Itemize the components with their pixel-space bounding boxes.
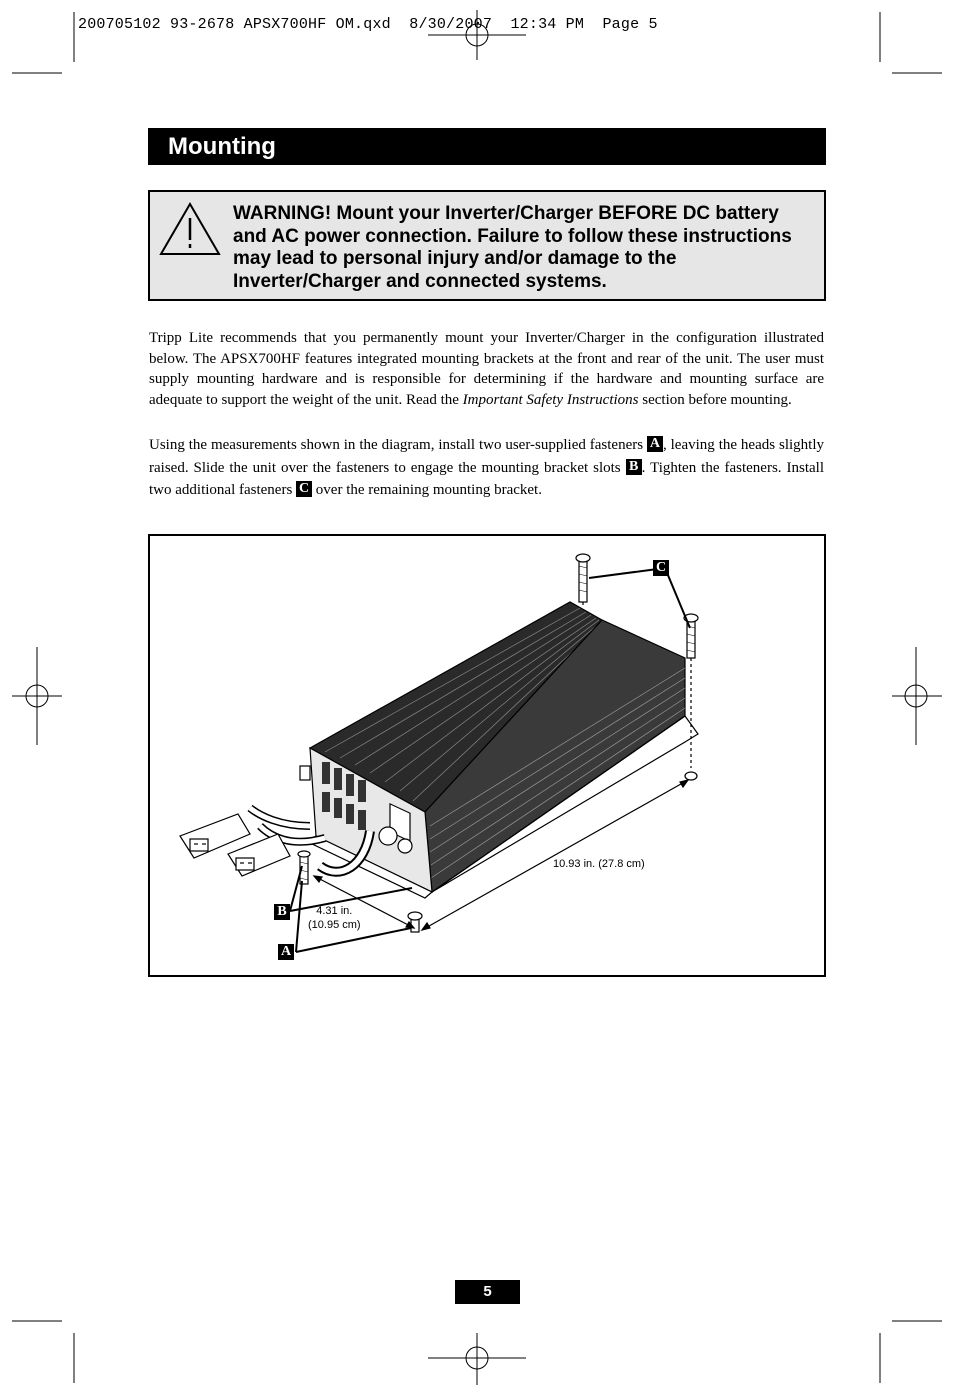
instructions-text-3: . Tighten the fasteners. Install two additional fasteners bbox=[149, 459, 824, 498]
dimension-width-cm: (10.95 cm) bbox=[308, 919, 361, 931]
instructions-text-1: Using the measurements shown in the diagram, install two user-supplied fasteners bbox=[149, 437, 647, 453]
badge-b: B bbox=[626, 459, 642, 475]
print-slug-header: 200705102 93-2678 APSX700HF OM.qxd 8/30/2007 12:34 PM Page 5 bbox=[78, 16, 658, 33]
dimension-width-inches: 4.31 in. bbox=[316, 905, 353, 917]
dimension-width-label bbox=[308, 904, 361, 932]
intro-text-start: Tripp Lite recommends that you permanently mount your Inverter/Charger in the configuration illustrated below. The APSX700HF features integrated mounting brackets at the front and rear of the unit. The user must supply mounting hardware and is responsible for determining if the hardware and mounting surface are adequate to support the weight of the unit. Read the bbox=[149, 330, 824, 408]
instructions-paragraph bbox=[149, 434, 824, 502]
warning-triangle-icon bbox=[156, 200, 224, 265]
mounting-diagram bbox=[148, 534, 826, 977]
dimension-length-label: 10.93 in. (27.8 cm) bbox=[553, 858, 645, 870]
callout-b: B bbox=[274, 904, 290, 920]
badge-c: C bbox=[296, 481, 312, 497]
callout-c: C bbox=[653, 560, 669, 576]
intro-text-end: section before mounting. bbox=[638, 391, 792, 408]
inverter-illustration bbox=[150, 536, 824, 975]
section-title: Mounting bbox=[148, 128, 826, 165]
safety-instructions-reference: Important Safety Instructions bbox=[462, 391, 639, 408]
page-number: 5 bbox=[455, 1280, 520, 1304]
callout-a: A bbox=[278, 944, 294, 960]
instructions-text-2: , leaving the heads slightly raised. Slide the unit over the fasteners to engage the mounting bracket slots bbox=[149, 437, 824, 476]
instructions-text-4: over the remaining mounting bracket. bbox=[312, 482, 542, 498]
badge-a: A bbox=[647, 436, 663, 452]
warning-text: WARNING! Mount your Inverter/Charger BEFORE DC battery and AC power connection. Failure to follow these instructions may lead to personal injury and/or damage to the Inverter/Charger and connected systems. bbox=[233, 203, 792, 292]
warning-box bbox=[148, 190, 826, 301]
intro-paragraph bbox=[149, 328, 824, 410]
